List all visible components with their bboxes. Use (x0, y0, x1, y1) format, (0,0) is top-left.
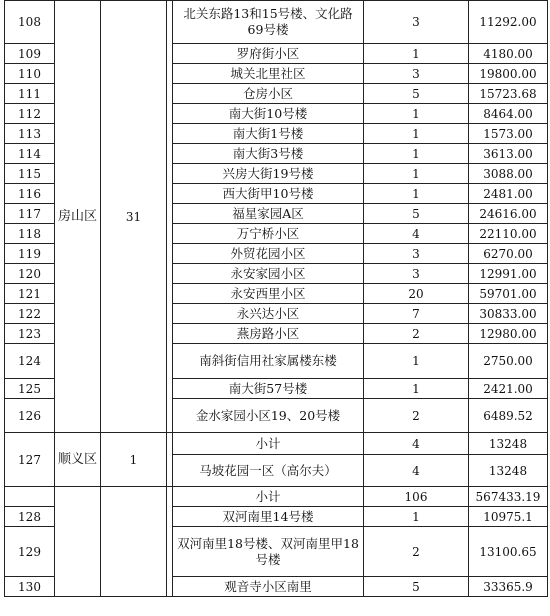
unit-count: 2 (364, 324, 469, 344)
community-name: 马坡花园一区（高尔夫） (173, 455, 364, 487)
row-number: 127 (5, 433, 55, 487)
community-name: 南大街10号楼 (173, 104, 364, 124)
subtotal-row (5, 487, 548, 507)
district-cell: 顺义区 (55, 433, 101, 487)
row-number: 119 (5, 244, 55, 264)
community-name: 外贸花园小区 (173, 244, 364, 264)
unit-count: 106 (364, 487, 469, 507)
community-name: 燕房路小区 (173, 324, 364, 344)
district-subtotal-row (5, 433, 548, 455)
unit-count: 3 (364, 1, 469, 44)
community-name: 西大街甲10号楼 (173, 184, 364, 204)
row-number: 118 (5, 224, 55, 244)
district-count: 1 (101, 433, 167, 487)
unit-count: 5 (364, 84, 469, 104)
row-number: 123 (5, 324, 55, 344)
area-value: 19800.00 (469, 64, 548, 84)
community-name: 观音寺小区南里 (173, 577, 364, 597)
row-number: 121 (5, 284, 55, 304)
district-cell: 房山区 (55, 1, 101, 433)
area-value: 1573.00 (469, 124, 548, 144)
community-name: 兴房大街19号楼 (173, 164, 364, 184)
row-number: 109 (5, 44, 55, 64)
row-number: 108 (5, 1, 55, 44)
area-value: 24616.00 (469, 204, 548, 224)
area-value: 30833.00 (469, 304, 548, 324)
blank-cell (5, 487, 55, 507)
community-name: 南斜街信用社家属楼东楼 (173, 344, 364, 379)
area-value: 12980.00 (469, 324, 548, 344)
area-value: 6489.52 (469, 399, 548, 433)
row-number: 110 (5, 64, 55, 84)
unit-count: 1 (364, 344, 469, 379)
area-value: 2421.00 (469, 379, 548, 399)
community-name: 仓房小区 (173, 84, 364, 104)
row-number: 124 (5, 344, 55, 379)
area-value: 11292.00 (469, 1, 548, 44)
area-value: 3613.00 (469, 144, 548, 164)
blank-cell (55, 487, 101, 597)
unit-count: 1 (364, 144, 469, 164)
unit-count: 1 (364, 379, 469, 399)
row-number: 112 (5, 104, 55, 124)
area-value: 13248 (469, 455, 548, 487)
unit-count: 2 (364, 399, 469, 433)
subtotal-label: 小计 (173, 487, 364, 507)
unit-count: 20 (364, 284, 469, 304)
area-value: 12991.00 (469, 264, 548, 284)
unit-count: 1 (364, 184, 469, 204)
unit-count: 7 (364, 304, 469, 324)
unit-count: 3 (364, 264, 469, 284)
community-name: 永兴达小区 (173, 304, 364, 324)
unit-count: 4 (364, 455, 469, 487)
subtotal-label: 小计 (173, 433, 364, 455)
community-name: 双河南里18号楼、双河南里甲18号楼 (173, 527, 364, 577)
area-value: 4180.00 (469, 44, 548, 64)
unit-count: 4 (364, 433, 469, 455)
row-number: 113 (5, 124, 55, 144)
community-name: 永安西里小区 (173, 284, 364, 304)
community-name: 南大街3号楼 (173, 144, 364, 164)
unit-count: 5 (364, 577, 469, 597)
unit-count: 1 (364, 507, 469, 527)
community-name: 城关北里社区 (173, 64, 364, 84)
area-value: 567433.19 (469, 487, 548, 507)
housing-table (4, 0, 548, 597)
row-number: 115 (5, 164, 55, 184)
area-value: 6270.00 (469, 244, 548, 264)
row-number: 122 (5, 304, 55, 324)
row-number: 116 (5, 184, 55, 204)
area-value: 10975.1 (469, 507, 548, 527)
unit-count: 1 (364, 104, 469, 124)
district-count: 31 (101, 1, 167, 433)
community-name: 罗府街小区 (173, 44, 364, 64)
area-value: 22110.00 (469, 224, 548, 244)
unit-count: 5 (364, 204, 469, 224)
unit-count: 3 (364, 244, 469, 264)
area-value: 3088.00 (469, 164, 548, 184)
row-number: 114 (5, 144, 55, 164)
table-row (5, 1, 548, 44)
blank-cell (101, 487, 167, 597)
community-name: 金水家园小区19、20号楼 (173, 399, 364, 433)
community-name: 双河南里14号楼 (173, 507, 364, 527)
row-number: 130 (5, 577, 55, 597)
row-number: 125 (5, 379, 55, 399)
unit-count: 1 (364, 164, 469, 184)
unit-count: 1 (364, 44, 469, 64)
row-number: 117 (5, 204, 55, 224)
row-number: 120 (5, 264, 55, 284)
unit-count: 1 (364, 124, 469, 144)
row-number: 111 (5, 84, 55, 104)
area-value: 59701.00 (469, 284, 548, 304)
unit-count: 4 (364, 224, 469, 244)
community-name: 万宁桥小区 (173, 224, 364, 244)
community-name: 永安家园小区 (173, 264, 364, 284)
area-value: 13100.65 (469, 527, 548, 577)
row-number: 126 (5, 399, 55, 433)
area-value: 2750.00 (469, 344, 548, 379)
unit-count: 2 (364, 527, 469, 577)
row-number: 128 (5, 507, 55, 527)
area-value: 2481.00 (469, 184, 548, 204)
community-name: 福星家园A区 (173, 204, 364, 224)
community-name: 南大街57号楼 (173, 379, 364, 399)
area-value: 13248 (469, 433, 548, 455)
community-name: 北关东路13和15号楼、文化路69号楼 (173, 1, 364, 44)
row-number: 129 (5, 527, 55, 577)
unit-count: 3 (364, 64, 469, 84)
community-name: 南大街1号楼 (173, 124, 364, 144)
area-value: 8464.00 (469, 104, 548, 124)
area-value: 33365.9 (469, 577, 548, 597)
area-value: 15723.68 (469, 84, 548, 104)
